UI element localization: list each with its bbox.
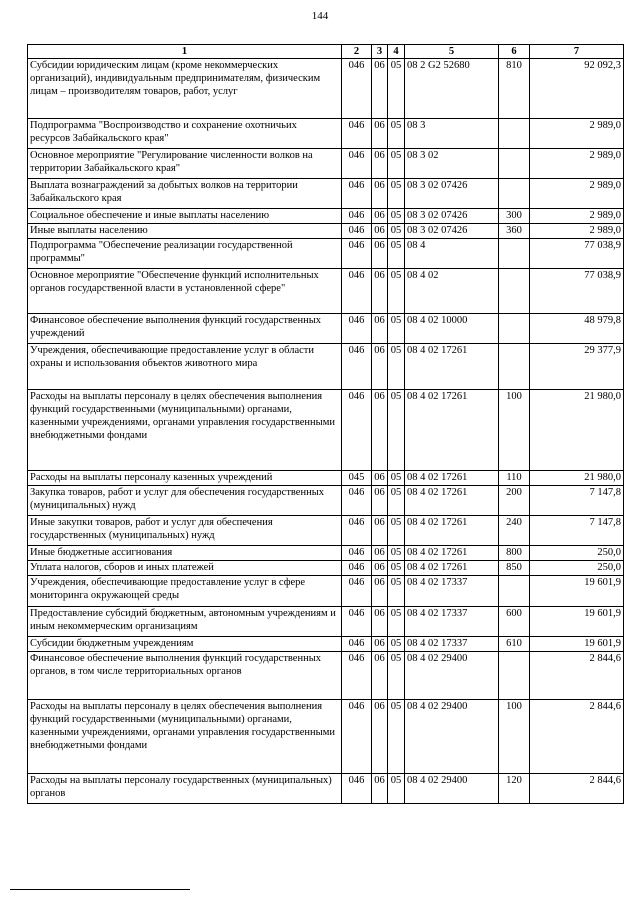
table-row xyxy=(28,59,624,119)
row-rz: 06 xyxy=(372,209,388,224)
row-csr: 08 4 02 17261 xyxy=(405,344,499,390)
row-sum: 250,0 xyxy=(530,561,624,576)
row-ved: 046 xyxy=(342,486,372,516)
table-row xyxy=(28,516,624,546)
row-name: Финансовое обеспечение выполнения функций государственных учреждений xyxy=(28,314,342,344)
row-sum: 2 989,0 xyxy=(530,224,624,239)
row-sum: 2 989,0 xyxy=(530,179,624,209)
row-ved: 046 xyxy=(342,224,372,239)
row-pr: 05 xyxy=(388,209,405,224)
row-sum: 2 844,6 xyxy=(530,652,624,700)
row-csr: 08 4 02 17261 xyxy=(405,486,499,516)
header-cell: 2 xyxy=(342,45,372,59)
row-csr: 08 4 02 10000 xyxy=(405,314,499,344)
table-row xyxy=(28,224,624,239)
row-rz: 06 xyxy=(372,652,388,700)
row-csr: 08 4 02 17337 xyxy=(405,576,499,607)
row-ved: 046 xyxy=(342,700,372,774)
row-ved: 046 xyxy=(342,516,372,546)
row-rz: 06 xyxy=(372,390,388,471)
row-pr: 05 xyxy=(388,344,405,390)
row-sum: 7 147,8 xyxy=(530,516,624,546)
row-rz: 06 xyxy=(372,119,388,149)
row-sum: 7 147,8 xyxy=(530,486,624,516)
row-pr: 05 xyxy=(388,390,405,471)
row-name: Расходы на выплаты персоналу в целях обеспечения выполнения функций государственными (муниципальными) органами, казенными учреждениями, органами управления государственными внебюджетными фондами xyxy=(28,700,342,774)
table-row xyxy=(28,700,624,774)
row-sum: 2 844,6 xyxy=(530,700,624,774)
row-rz: 06 xyxy=(372,607,388,637)
row-csr: 08 4 02 29400 xyxy=(405,774,499,804)
row-name: Финансовое обеспечение выполнения функций государственных органов, в том числе территориальных органов xyxy=(28,652,342,700)
row-pr: 05 xyxy=(388,119,405,149)
row-rz: 06 xyxy=(372,486,388,516)
row-ved: 046 xyxy=(342,209,372,224)
row-name: Закупка товаров, работ и услуг для обеспечения государственных (муниципальных) нужд xyxy=(28,486,342,516)
row-csr: 08 4 02 17337 xyxy=(405,607,499,637)
row-ved: 046 xyxy=(342,390,372,471)
table-row xyxy=(28,239,624,269)
row-sum: 29 377,9 xyxy=(530,344,624,390)
row-csr: 08 4 02 17261 xyxy=(405,546,499,561)
table-row xyxy=(28,774,624,804)
row-name: Учреждения, обеспечивающие предоставление услуг в сфере мониторинга окружающей среды xyxy=(28,576,342,607)
row-pr: 05 xyxy=(388,546,405,561)
row-name: Уплата налогов, сборов и иных платежей xyxy=(28,561,342,576)
row-ved: 046 xyxy=(342,637,372,652)
row-pr: 05 xyxy=(388,637,405,652)
row-pr: 05 xyxy=(388,314,405,344)
row-ved: 045 xyxy=(342,471,372,486)
row-vr xyxy=(499,119,530,149)
row-ved: 046 xyxy=(342,607,372,637)
row-vr xyxy=(499,179,530,209)
table-row xyxy=(28,471,624,486)
row-rz: 06 xyxy=(372,149,388,179)
row-name: Иные закупки товаров, работ и услуг для обеспечения государственных (муниципальных) нужд xyxy=(28,516,342,546)
row-pr: 05 xyxy=(388,516,405,546)
row-csr: 08 3 xyxy=(405,119,499,149)
row-sum: 48 979,8 xyxy=(530,314,624,344)
row-csr: 08 3 02 xyxy=(405,149,499,179)
row-rz: 06 xyxy=(372,576,388,607)
row-sum: 92 092,3 xyxy=(530,59,624,119)
row-rz: 06 xyxy=(372,471,388,486)
row-vr xyxy=(499,344,530,390)
header-cell: 4 xyxy=(388,45,405,59)
row-ved: 046 xyxy=(342,774,372,804)
row-sum: 77 038,9 xyxy=(530,269,624,314)
row-sum: 2 989,0 xyxy=(530,149,624,179)
row-csr: 08 4 02 17337 xyxy=(405,637,499,652)
row-name: Расходы на выплаты персоналу казенных учреждений xyxy=(28,471,342,486)
row-csr: 08 4 02 29400 xyxy=(405,652,499,700)
header-cell: 6 xyxy=(499,45,530,59)
row-vr xyxy=(499,652,530,700)
row-sum: 19 601,9 xyxy=(530,607,624,637)
row-pr: 05 xyxy=(388,179,405,209)
row-vr: 610 xyxy=(499,637,530,652)
row-pr: 05 xyxy=(388,561,405,576)
row-ved: 046 xyxy=(342,239,372,269)
row-name: Субсидии юридическим лицам (кроме некоммерческих организаций), индивидуальным предпринимателям, физическим лицам – производителям товаров, работ, услуг xyxy=(28,59,342,119)
row-sum: 19 601,9 xyxy=(530,637,624,652)
row-sum: 2 844,6 xyxy=(530,774,624,804)
row-rz: 06 xyxy=(372,314,388,344)
header-cell: 7 xyxy=(530,45,624,59)
row-rz: 06 xyxy=(372,224,388,239)
row-ved: 046 xyxy=(342,344,372,390)
row-sum: 21 980,0 xyxy=(530,471,624,486)
row-name: Выплата вознаграждений за добытых волков на территории Забайкальского края xyxy=(28,179,342,209)
row-name: Основное мероприятие "Регулирование численности волков на территории Забайкальского края" xyxy=(28,149,342,179)
row-vr: 300 xyxy=(499,209,530,224)
row-pr: 05 xyxy=(388,149,405,179)
row-name: Предоставление субсидий бюджетным, автономным учреждениям и иным некоммерческим организациям xyxy=(28,607,342,637)
row-vr xyxy=(499,314,530,344)
row-vr xyxy=(499,239,530,269)
row-vr: 800 xyxy=(499,546,530,561)
row-csr: 08 3 02 07426 xyxy=(405,209,499,224)
row-vr xyxy=(499,149,530,179)
row-pr: 05 xyxy=(388,269,405,314)
row-csr: 08 4 02 xyxy=(405,269,499,314)
row-vr: 100 xyxy=(499,390,530,471)
header-row xyxy=(28,45,624,59)
row-csr: 08 4 02 17261 xyxy=(405,471,499,486)
row-pr: 05 xyxy=(388,700,405,774)
table-row xyxy=(28,209,624,224)
row-rz: 06 xyxy=(372,516,388,546)
row-ved: 046 xyxy=(342,59,372,119)
page-number: 144 xyxy=(311,10,329,22)
table-row xyxy=(28,344,624,390)
row-ved: 046 xyxy=(342,269,372,314)
table-row xyxy=(28,314,624,344)
row-csr: 08 4 02 17261 xyxy=(405,516,499,546)
row-name: Социальное обеспечение и иные выплаты населению xyxy=(28,209,342,224)
row-csr: 08 4 02 17261 xyxy=(405,561,499,576)
row-name: Подпрограмма "Воспроизводство и сохранение охотничьих ресурсов Забайкальского края" xyxy=(28,119,342,149)
row-csr: 08 4 02 29400 xyxy=(405,700,499,774)
row-sum: 2 989,0 xyxy=(530,119,624,149)
row-rz: 06 xyxy=(372,561,388,576)
row-ved: 046 xyxy=(342,546,372,561)
table-row xyxy=(28,390,624,471)
row-pr: 05 xyxy=(388,239,405,269)
row-ved: 046 xyxy=(342,149,372,179)
table-row xyxy=(28,637,624,652)
table-row xyxy=(28,179,624,209)
row-name: Субсидии бюджетным учреждениям xyxy=(28,637,342,652)
table-row xyxy=(28,546,624,561)
row-rz: 06 xyxy=(372,344,388,390)
row-vr: 110 xyxy=(499,471,530,486)
row-sum: 250,0 xyxy=(530,546,624,561)
row-pr: 05 xyxy=(388,471,405,486)
row-name: Учреждения, обеспечивающие предоставление услуг в области охраны и использования объектов животного мира xyxy=(28,344,342,390)
row-rz: 06 xyxy=(372,546,388,561)
row-rz: 06 xyxy=(372,774,388,804)
row-vr: 360 xyxy=(499,224,530,239)
row-rz: 06 xyxy=(372,59,388,119)
row-name: Иные выплаты населению xyxy=(28,224,342,239)
row-csr: 08 4 02 17261 xyxy=(405,390,499,471)
row-csr: 08 2 G2 52680 xyxy=(405,59,499,119)
row-name: Основное мероприятие "Обеспечение функций исполнительных органов государственной власти в установленной сфере" xyxy=(28,269,342,314)
table-row xyxy=(28,486,624,516)
row-rz: 06 xyxy=(372,637,388,652)
table-row xyxy=(28,576,624,607)
row-sum: 2 989,0 xyxy=(530,209,624,224)
row-name: Расходы на выплаты персоналу в целях обеспечения выполнения функций государственными (муниципальными) органами, казенными учреждениями, органами управления государственными внебюджетными фондами xyxy=(28,390,342,471)
row-ved: 046 xyxy=(342,561,372,576)
row-pr: 05 xyxy=(388,486,405,516)
row-vr: 810 xyxy=(499,59,530,119)
header-cell: 1 xyxy=(28,45,342,59)
footnote-divider xyxy=(10,889,190,890)
row-vr: 600 xyxy=(499,607,530,637)
row-pr: 05 xyxy=(388,652,405,700)
header-cell: 3 xyxy=(372,45,388,59)
row-name: Подпрограмма "Обеспечение реализации государственной программы" xyxy=(28,239,342,269)
row-ved: 046 xyxy=(342,314,372,344)
row-vr: 240 xyxy=(499,516,530,546)
table-row xyxy=(28,149,624,179)
budget-table xyxy=(27,44,624,804)
row-vr: 850 xyxy=(499,561,530,576)
row-sum: 21 980,0 xyxy=(530,390,624,471)
row-sum: 77 038,9 xyxy=(530,239,624,269)
row-ved: 046 xyxy=(342,119,372,149)
row-name: Иные бюджетные ассигнования xyxy=(28,546,342,561)
header-cell: 5 xyxy=(405,45,499,59)
row-vr: 120 xyxy=(499,774,530,804)
table-row xyxy=(28,269,624,314)
table-row xyxy=(28,119,624,149)
row-vr: 100 xyxy=(499,700,530,774)
row-pr: 05 xyxy=(388,774,405,804)
row-rz: 06 xyxy=(372,700,388,774)
row-csr: 08 3 02 07426 xyxy=(405,224,499,239)
row-vr xyxy=(499,576,530,607)
row-pr: 05 xyxy=(388,224,405,239)
row-pr: 05 xyxy=(388,576,405,607)
table-row xyxy=(28,652,624,700)
row-vr xyxy=(499,269,530,314)
row-rz: 06 xyxy=(372,239,388,269)
row-pr: 05 xyxy=(388,59,405,119)
row-rz: 06 xyxy=(372,269,388,314)
row-ved: 046 xyxy=(342,576,372,607)
row-pr: 05 xyxy=(388,607,405,637)
table-row xyxy=(28,607,624,637)
row-name: Расходы на выплаты персоналу государственных (муниципальных) органов xyxy=(28,774,342,804)
row-ved: 046 xyxy=(342,179,372,209)
row-ved: 046 xyxy=(342,652,372,700)
row-rz: 06 xyxy=(372,179,388,209)
row-csr: 08 3 02 07426 xyxy=(405,179,499,209)
table-row xyxy=(28,561,624,576)
row-sum: 19 601,9 xyxy=(530,576,624,607)
row-vr: 200 xyxy=(499,486,530,516)
row-csr: 08 4 xyxy=(405,239,499,269)
